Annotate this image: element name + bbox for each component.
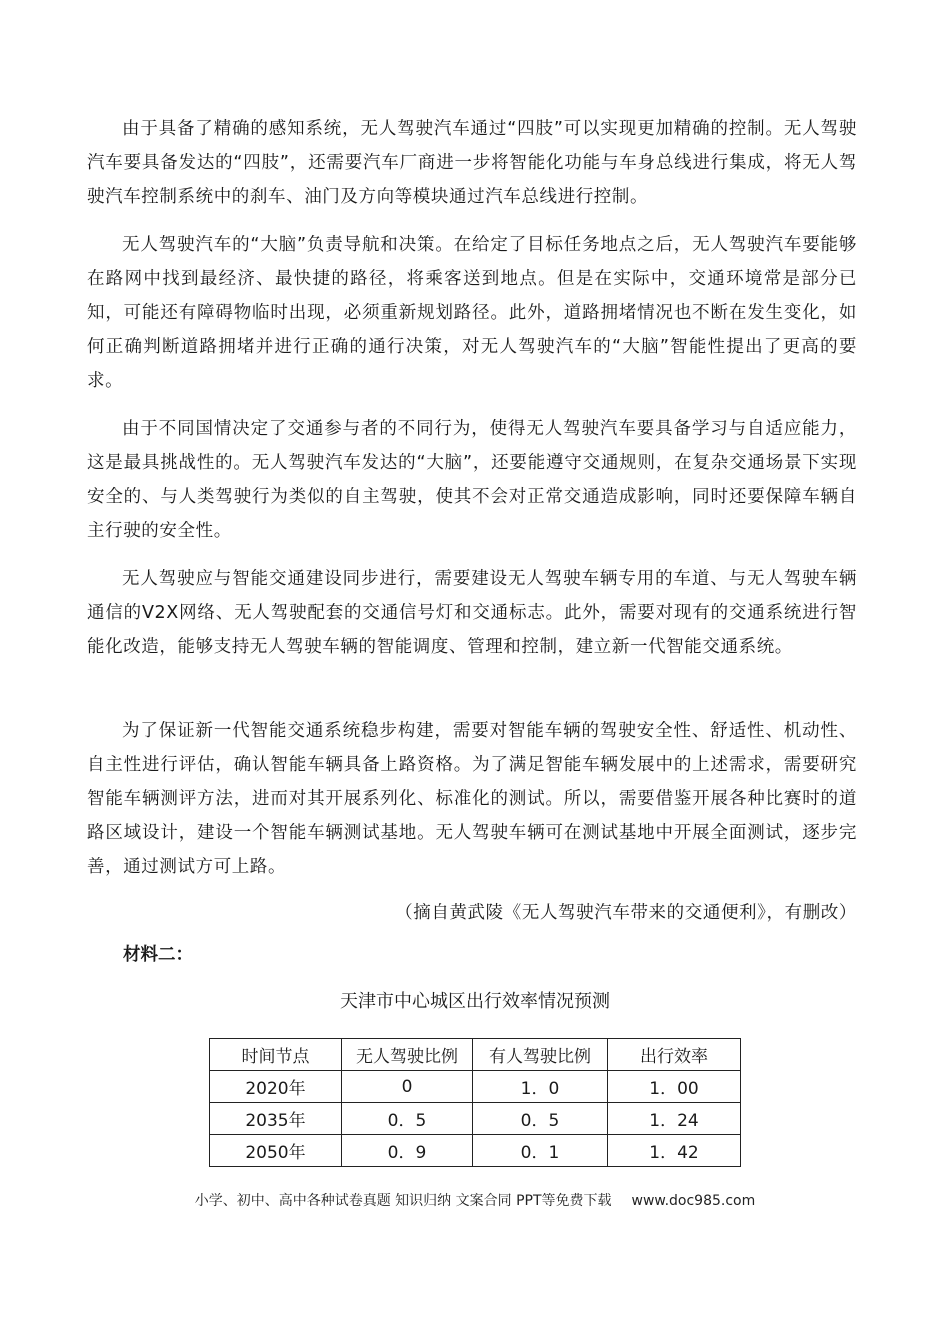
data-table <box>209 1038 741 1167</box>
footer-text: 小学、初中、高中各种试卷真题 知识归纳 文案合同 PPT等免费下载 <box>194 1193 612 1209</box>
table-cell: 0 <box>342 1071 473 1103</box>
column-header: 出行效率 <box>608 1039 741 1071</box>
column-header: 无人驾驶比例 <box>342 1039 473 1071</box>
table-cell: 1．00 <box>608 1071 741 1103</box>
table-cell: 0．9 <box>342 1135 473 1167</box>
column-header: 有人驾驶比例 <box>473 1039 608 1071</box>
table-cell: 0．1 <box>473 1135 608 1167</box>
table-cell: 0．5 <box>473 1103 608 1135</box>
table-cell: 0．5 <box>342 1103 473 1135</box>
section-label: 材料二： <box>123 945 193 965</box>
body-paragraph: 由于不同国情决定了交通参与者的不同行为，使得无人驾驶汽车要具备学习与自适应能力，这是最具挑战性的。无人驾驶汽车发达的“大脑”，还要能遵守交通规则，在复杂交通场景下实现安全的、与人类驾驶行为类似的自主驾驶，使其不会对正常交通造成影响，同时还要保障车辆自主行驶的安全性。 <box>87 419 857 541</box>
page-footer <box>0 1190 950 1212</box>
table-header-row <box>210 1039 741 1071</box>
table-title: 天津市中心城区出行效率情况预测 <box>340 991 610 1012</box>
table-cell: 1．24 <box>608 1103 741 1135</box>
table-row <box>210 1135 741 1167</box>
table-row <box>210 1103 741 1135</box>
body-paragraph: 为了保证新一代智能交通系统稳步构建，需要对智能车辆的驾驶安全性、舒适性、机动性、自主性进行评估，确认智能车辆具备上路资格。为了满足智能车辆发展中的上述需求，需要研究智能车辆测评方法，进而对其开展系列化、标准化的测试。所以，需要借鉴开展各种比赛时的道路区域设计，建设一个智能车辆测试基地。无人驾驶车辆可在测试基地中开展全面测试，逐步完善，通过测试方可上路。 <box>87 721 857 877</box>
footer-url[interactable]: www.doc985.com <box>631 1193 756 1209</box>
table-cell: 2050年 <box>210 1135 342 1167</box>
table-cell: 2035年 <box>210 1103 342 1135</box>
table-cell: 2020年 <box>210 1071 342 1103</box>
body-paragraph: 由于具备了精确的感知系统，无人驾驶汽车通过“四肢”可以实现更加精确的控制。无人驾驶汽车要具备发达的“四肢”，还需要汽车厂商进一步将智能化功能与车身总线进行集成，将无人驾驶汽车控制系统中的刹车、油门及方向等模块通过汽车总线进行控制。 <box>87 119 857 207</box>
table-row <box>210 1071 741 1103</box>
column-header: 时间节点 <box>210 1039 342 1071</box>
table-cell: 1．0 <box>473 1071 608 1103</box>
body-paragraph: 无人驾驶应与智能交通建设同步进行，需要建设无人驾驶车辆专用的车道、与无人驾驶车辆通信的V2X网络、无人驾驶配套的交通信号灯和交通标志。此外，需要对现有的交通系统进行智能化改造，能够支持无人驾驶车辆的智能调度、管理和控制，建立新一代智能交通系统。 <box>87 569 857 657</box>
body-paragraph: 无人驾驶汽车的“大脑”负责导航和决策。在给定了目标任务地点之后，无人驾驶汽车要能够在路网中找到最经济、最快捷的路径，将乘客送到地点。但是在实际中，交通环境常是部分已知，可能还有障碍物临时出现，必须重新规划路径。此外，道路拥堵情况也不断在发生变化，如何正确判断道路拥堵并进行正确的通行决策，对无人驾驶汽车的“大脑”智能性提出了更高的要求。 <box>87 235 857 391</box>
table-cell: 1．42 <box>608 1135 741 1167</box>
source-citation: （摘自黄武陵《无人驾驶汽车带来的交通便利》，有删改） <box>395 903 857 923</box>
